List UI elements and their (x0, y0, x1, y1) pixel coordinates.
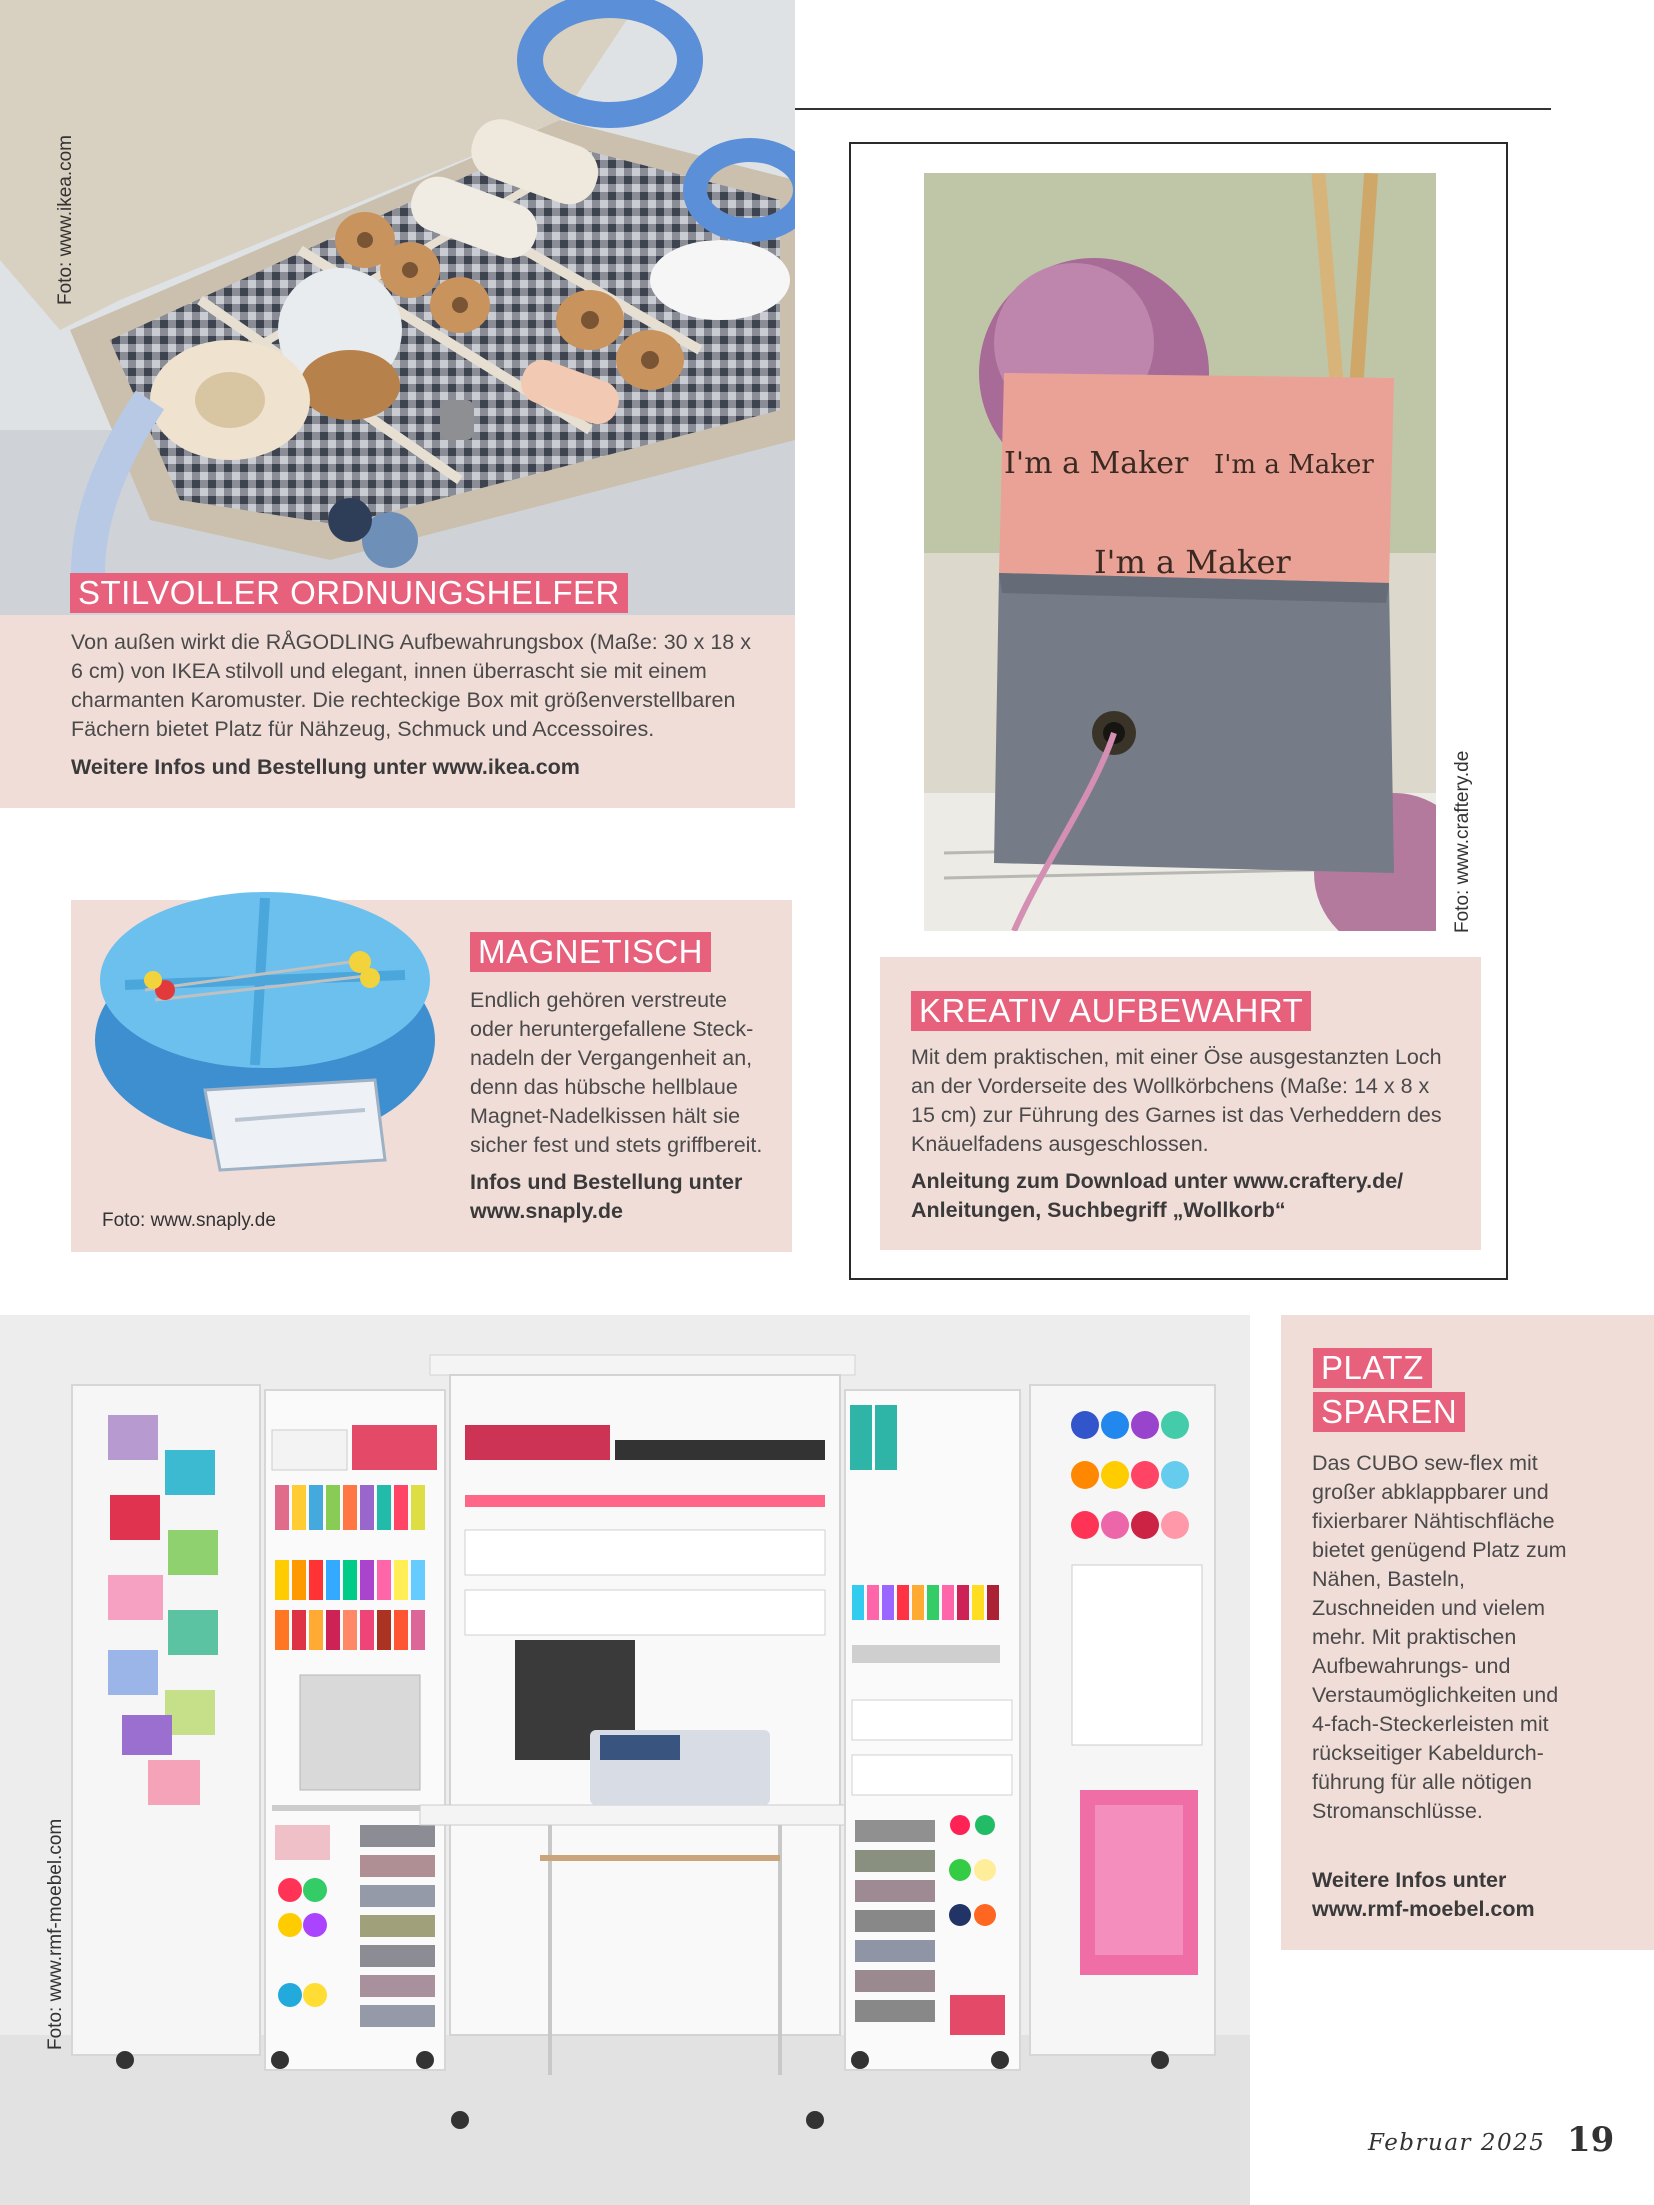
sewing-cabinet-photo (0, 1315, 1250, 2205)
platz-link-line1: Weitere Infos unter (1312, 1868, 1507, 1892)
platz-heading-wrap (1313, 1348, 1513, 1432)
magnetisch-heading: MAGNETISCH (470, 932, 711, 972)
craftery-photo-credit: Foto: www.craftery.de (1452, 750, 1473, 933)
wool-basket-illustration (924, 173, 1436, 931)
sewing-cabinet-illustration (0, 1315, 1250, 2205)
kreativ-heading: KREATIV AUFBEWAHRT (911, 991, 1311, 1031)
kreativ-link-line1: Anleitung zum Download unter www.craftery.de/ (911, 1169, 1404, 1193)
bag-label-3: I'm a Maker (1094, 543, 1291, 581)
snaply-photo-credit: Foto: www.snaply.de (102, 1210, 276, 1231)
kreativ-heading-wrap (911, 991, 1311, 1031)
ordnungshelfer-text: Von außen wirkt die RÅGODLING Aufbewahrungsbox (Maße: 30 x 18 x 6 cm) von IKEA stilvoll und elegant, innen überrascht sie mit einem charmanten Karomuster. Die rechteckige Box mit größenverstellbaren Fächern bietet Platz für Nähzeug, Schmuck und Accessoires. (71, 630, 751, 741)
header-rule (795, 108, 1551, 110)
magnetisch-link-line2: www.snaply.de (470, 1199, 623, 1223)
issue-date: Februar 2025 (1368, 2130, 1546, 2156)
magnetisch-link-line1: Infos und Bestellung unter (470, 1170, 743, 1194)
magnetic-pin-cushion-illustration (85, 870, 445, 1200)
pin-cushion-photo (85, 870, 445, 1200)
platz-heading-line2: SPAREN (1313, 1392, 1465, 1432)
magnetisch-text: Endlich gehören verstreute oder heruntergefallene Stecknadeln der Vergangenheit an, denn das hübsche hellblaue Magnet-Nadelkissen hält sie sicher fest und stets griffbereit. (470, 988, 763, 1157)
page-number: 19 (1567, 2120, 1615, 2160)
ordnungshelfer-heading: STILVOLLER ORDNUNGSHELFER (70, 573, 628, 613)
sewing-box-photo (0, 0, 795, 615)
kreativ-text: Mit dem praktischen, mit einer Öse ausgestanzten Loch an der Vorderseite des Wollkörbchens (Maße: 14 x 8 x 15 cm) zur Führung des Garnes ist das Verheddern des Knäuelfadens ausgeschlossen. (911, 1045, 1442, 1156)
bag-label-1: I'm a Maker (1004, 446, 1189, 481)
rmf-photo-credit: Foto: www.rmf-moebel.com (45, 1818, 66, 2050)
kreativ-link-line2: Anleitungen, Suchbegriff „Wollkorb“ (911, 1198, 1286, 1222)
ordnungshelfer-heading-wrap (70, 573, 628, 613)
platz-text: Das CUBO sew-flex mit großer abklappbarer und fixierbarer Nähtischfläche bietet genügend Platz zum Nähen, Basteln, Zuschneiden und vielem mehr. Mit praktischen Aufbewahrungs- und Verstaumöglichkeiten und 4-fach-Steckerleisten mit rückseitiger Kabeldurchführung für alle nötigen Stromanschlüsse. (1312, 1451, 1567, 1823)
ikea-photo-credit: Foto: www.ikea.com (55, 135, 76, 305)
platz-heading-line1: PLATZ (1313, 1348, 1432, 1388)
magnetisch-heading-wrap (470, 932, 711, 972)
platz-link-line2: www.rmf-moebel.com (1312, 1897, 1535, 1921)
sewing-box-illustration (0, 0, 795, 615)
bag-label-2: I'm a Maker (1214, 450, 1374, 480)
wool-basket-photo (924, 173, 1436, 931)
ordnungshelfer-link: Weitere Infos und Bestellung unter www.ikea.com (71, 755, 580, 779)
